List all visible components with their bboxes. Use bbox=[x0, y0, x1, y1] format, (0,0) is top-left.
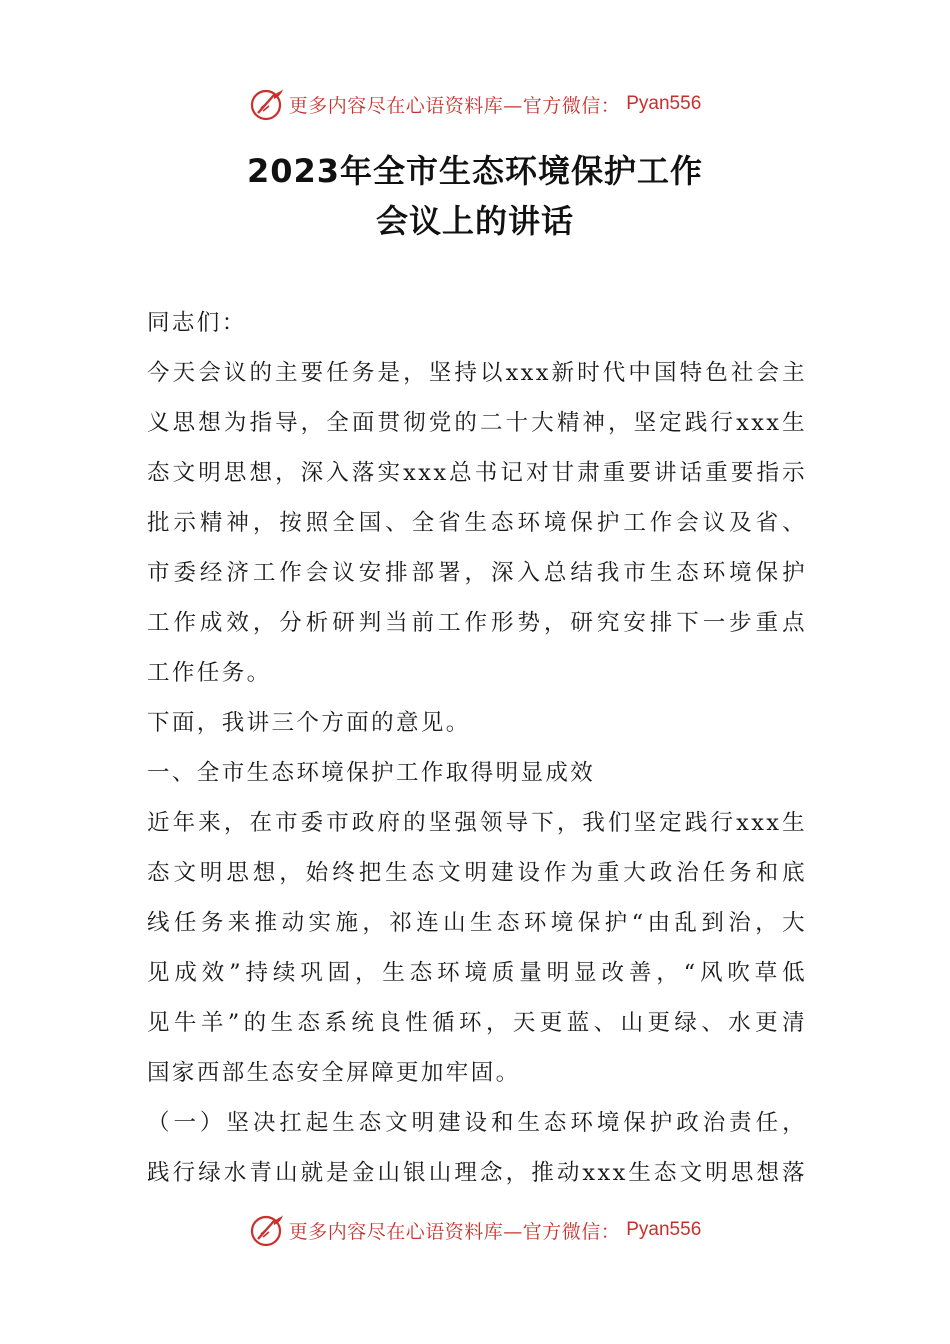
body-line: 国家西部生态安全屏障更加牢固。 bbox=[147, 1060, 521, 1086]
body-line: 批示精神，按照全国、全省生态环境保护工作会议及省、 bbox=[147, 510, 807, 536]
watermark-text: 更多内容尽在心语资料库—官方微信： bbox=[288, 94, 621, 117]
body-line: 线任务来推动实施，祁连山生态环境保护“由乱到治，大 bbox=[147, 910, 807, 936]
subsection-heading: （一）坚决扛起生态文明建设和生态环境保护政治责任， bbox=[147, 1110, 807, 1136]
watermark-footer bbox=[0, 1208, 950, 1252]
section-heading: 一、全市生态环境保护工作取得明显成效 bbox=[147, 760, 596, 786]
watermark-text: 更多内容尽在心语资料库—官方微信： bbox=[288, 1220, 621, 1243]
body-line: 态文明思想，始终把生态文明建设作为重大政治任务和底 bbox=[147, 860, 807, 886]
watermark-header bbox=[0, 82, 950, 126]
watermark-wechat-id: Pyan556 bbox=[626, 1219, 702, 1240]
body-line: 见牛羊”的生态系统良性循环，天更蓝、山更绿、水更清 bbox=[147, 1010, 807, 1036]
body-line: 市委经济工作会议安排部署，深入总结我市生态环境保护 bbox=[147, 560, 807, 586]
body-line: 践行绿水青山就是金山银山理念，推动xxx生态文明思想落 bbox=[147, 1160, 807, 1186]
document-title-line-2: 会议上的讲话 bbox=[375, 202, 574, 240]
body-line: 下面，我讲三个方面的意见。 bbox=[147, 710, 471, 736]
salutation: 同志们： bbox=[147, 310, 247, 336]
body-line: 近年来，在市委市政府的坚强领导下，我们坚定践行xxx生 bbox=[147, 810, 807, 836]
body-line: 工作成效，分析研判当前工作形势，研究安排下一步重点 bbox=[147, 610, 807, 636]
body-line: 义思想为指导，全面贯彻党的二十大精神，坚定践行xxx生 bbox=[147, 410, 807, 436]
quill-logo-icon bbox=[249, 86, 285, 122]
body-line: 见成效”持续巩固，生态环境质量明显改善，“风吹草低 bbox=[147, 960, 807, 986]
watermark-wechat-id: Pyan556 bbox=[626, 93, 702, 114]
body-line: 今天会议的主要任务是，坚持以xxx新时代中国特色社会主 bbox=[147, 360, 807, 386]
quill-logo-icon bbox=[249, 1212, 285, 1248]
body-line: 态文明思想，深入落实xxx总书记对甘肃重要讲话重要指示 bbox=[147, 460, 807, 486]
body-line: 工作任务。 bbox=[147, 660, 272, 686]
document-title-line-1: 2023年全市生态环境保护工作 bbox=[246, 152, 704, 190]
